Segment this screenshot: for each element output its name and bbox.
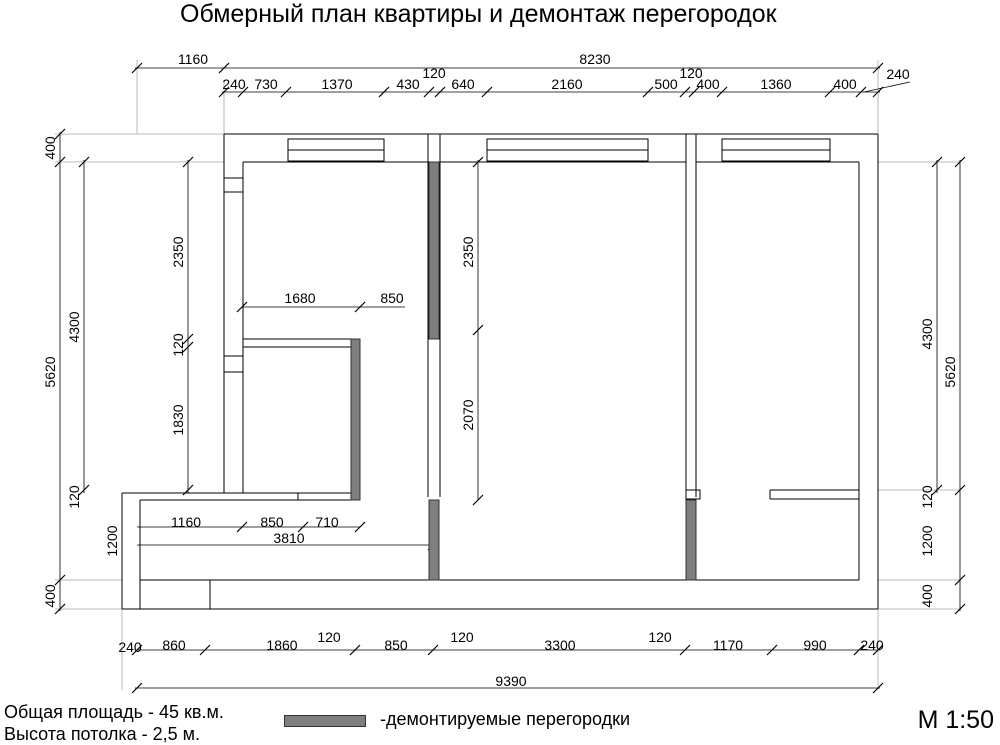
dim-label: 4300 bbox=[66, 311, 82, 343]
dim-label: 5620 bbox=[942, 356, 958, 388]
dim-label: 500 bbox=[654, 76, 678, 92]
dim-label: 1860 bbox=[266, 637, 298, 653]
dim-label: 120 bbox=[66, 485, 82, 509]
dim-label: 120 bbox=[919, 485, 935, 509]
demolished-partitions bbox=[351, 162, 696, 580]
total-area-note: Общая площадь - 45 кв.м. bbox=[4, 702, 224, 722]
dim-label: 3810 bbox=[273, 530, 305, 546]
dim-label: 400 bbox=[833, 76, 857, 92]
dim-label: 2350 bbox=[170, 236, 186, 268]
scale-label: М 1:50 bbox=[917, 706, 994, 734]
dim-top-left: 1160 bbox=[177, 51, 209, 67]
dim-label: 120 bbox=[317, 629, 341, 645]
dim-label: 240 bbox=[860, 637, 884, 653]
legend-swatch bbox=[284, 715, 366, 727]
dim-total-bottom: 9390 bbox=[495, 673, 527, 689]
dim-label: 120 bbox=[170, 333, 186, 357]
dim-label: 120 bbox=[422, 65, 446, 81]
dim-label: 850 bbox=[260, 514, 284, 530]
dim-label: 640 bbox=[451, 76, 475, 92]
dim-label: 5620 bbox=[42, 356, 58, 388]
dim-label: 400 bbox=[42, 136, 58, 160]
dim-top-right: 8230 bbox=[579, 51, 611, 67]
dim-label: 2070 bbox=[460, 399, 476, 431]
dim-label: 850 bbox=[380, 290, 404, 306]
dim-label: 2160 bbox=[551, 76, 583, 92]
dim-label: 1360 bbox=[760, 76, 792, 92]
dim-label: 1830 bbox=[170, 404, 186, 436]
dim-label: 430 bbox=[396, 76, 420, 92]
dim-label: 1200 bbox=[104, 525, 120, 557]
dim-label: 240 bbox=[886, 66, 910, 82]
dim-label: 120 bbox=[679, 65, 703, 81]
dim-label: 990 bbox=[803, 637, 827, 653]
dim-label: 1370 bbox=[321, 76, 353, 92]
dim-label: 120 bbox=[648, 629, 672, 645]
dim-label: 4300 bbox=[919, 318, 935, 350]
dim-label: 2350 bbox=[460, 236, 476, 268]
legend-label: -демонтируемые перегородки bbox=[380, 709, 631, 729]
dim-label: 240 bbox=[118, 639, 142, 655]
dim-label: 400 bbox=[696, 76, 720, 92]
dim-label: 400 bbox=[42, 584, 58, 608]
dim-label: 120 bbox=[450, 629, 474, 645]
dim-label: 850 bbox=[384, 637, 408, 653]
dim-label: 1160 bbox=[170, 514, 202, 530]
windows bbox=[288, 139, 830, 161]
dim-label: 860 bbox=[162, 637, 186, 653]
walls bbox=[122, 134, 878, 609]
dim-label: 1170 bbox=[712, 637, 744, 653]
dim-label: 730 bbox=[254, 76, 278, 92]
dim-label: 710 bbox=[315, 514, 339, 530]
dim-label: 1680 bbox=[284, 290, 316, 306]
ceiling-height-note: Высота потолка - 2,5 м. bbox=[4, 724, 201, 744]
page-title: Обмерный план квартиры и демонтаж перегородок bbox=[180, 0, 777, 28]
dim-label: 240 bbox=[222, 76, 246, 92]
dim-label: 3300 bbox=[544, 637, 576, 653]
dim-label: 1200 bbox=[919, 525, 935, 557]
dim-label: 400 bbox=[919, 584, 935, 608]
